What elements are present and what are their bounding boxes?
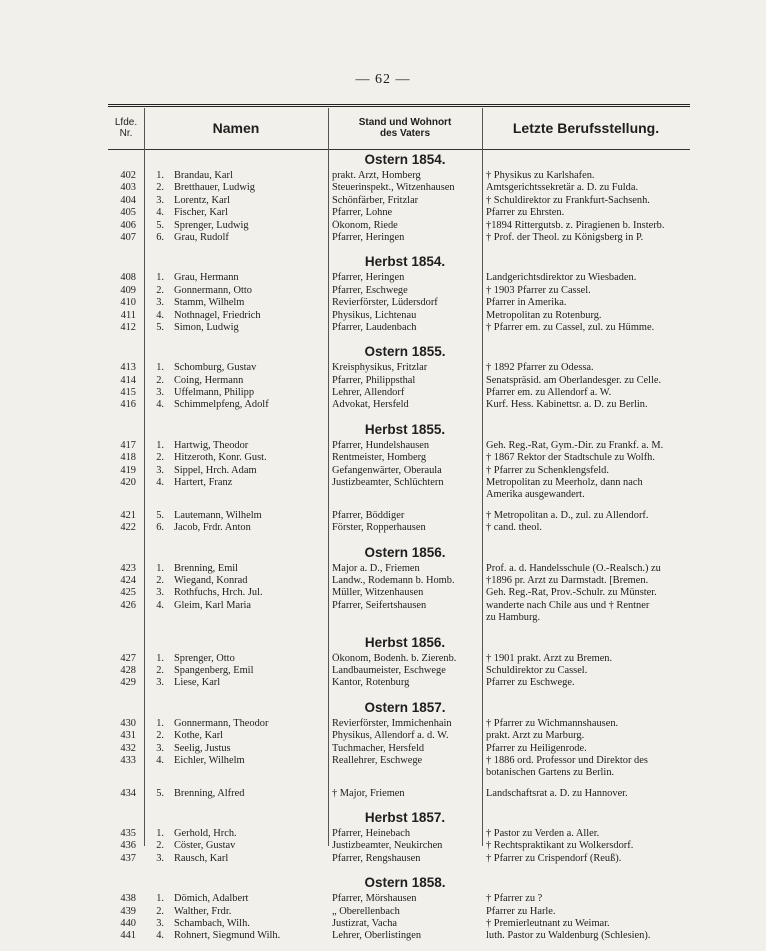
table-row xyxy=(108,587,690,599)
entry-career: Prof. a. d. Handelsschule (O.-Realsch.) zu xyxy=(486,562,661,574)
entry-number: 403 xyxy=(120,182,136,194)
entry-father: Justizbeamter, Neukirchen xyxy=(332,840,443,852)
entry-index: 3. xyxy=(156,587,164,599)
entry-name: Rothfuchs, Hrch. Jul. xyxy=(174,587,263,599)
entry-father: Revierförster, Immichenhain xyxy=(332,717,452,729)
entry-name: Lorentz, Karl xyxy=(174,194,230,206)
entry-index: 4. xyxy=(156,599,164,611)
entry-number: 429 xyxy=(120,677,136,689)
entry-career: † Physikus zu Karlshafen. xyxy=(486,170,595,181)
entry-career: Metropolitan zu Rotenburg. xyxy=(486,309,602,321)
entry-career: † Pfarrer em. zu Cassel, zul. zu Hümme. xyxy=(486,321,655,333)
entry-father: Reallehrer, Eschwege xyxy=(332,754,423,766)
entry-name: Stamm, Wilhelm xyxy=(174,297,245,309)
entry-father: † Major, Friemen xyxy=(332,787,405,799)
page-number: — 62 — xyxy=(355,72,411,87)
table-row xyxy=(108,600,690,612)
entry-name: Jacob, Frdr. Anton xyxy=(174,522,251,534)
entry-index: 3. xyxy=(156,852,164,864)
entry-name: Eichler, Wilhelm xyxy=(174,754,245,766)
entry-father: Pfarrer, Hundelshausen xyxy=(332,439,430,451)
entry-career: † Pfarrer zu Wichmannshausen. xyxy=(486,717,619,729)
entry-career: Pfarrer em. zu Allendorf a. W. xyxy=(486,387,612,399)
entry-name: Schimmelpfeng, Adolf xyxy=(174,399,269,411)
table-row xyxy=(108,930,690,942)
entry-career: † Pastor zu Verden a. Aller. xyxy=(486,828,600,840)
entry-father: Kantor, Rotenburg xyxy=(332,677,410,689)
entry-index: 1. xyxy=(156,893,164,905)
entry-career: † Premierleutnant zu Weimar. xyxy=(486,918,610,930)
entry-index: 3. xyxy=(156,464,164,476)
section-heading xyxy=(108,698,690,718)
header-stand-line2: des Vaters xyxy=(379,128,431,139)
section-heading xyxy=(108,252,690,272)
table-row xyxy=(108,840,690,852)
entry-index: 2. xyxy=(156,730,164,742)
row-gap xyxy=(108,625,690,633)
header-nr-line2: Nr. xyxy=(119,128,133,139)
entry-number: 404 xyxy=(120,194,136,206)
entry-index: 5. xyxy=(156,787,164,799)
entry-name: Wiegand, Konrad xyxy=(174,574,248,586)
entry-number: 412 xyxy=(120,321,136,333)
entry-index: 4. xyxy=(156,930,164,942)
entry-career: wanderte nach Chile aus und † Rentner xyxy=(486,599,650,611)
entry-father: Pfarrer, Heringen xyxy=(332,272,405,284)
entry-father: Pfarrer, Seifertshausen xyxy=(332,599,427,611)
entry-career: † 1886 ord. Professor und Direktor des xyxy=(486,754,648,766)
header-stand-line1: Stand und Wohnort xyxy=(358,117,452,128)
table-row xyxy=(108,575,690,587)
entry-number: 436 xyxy=(120,840,136,852)
column-divider xyxy=(482,108,483,146)
entry-number: 439 xyxy=(120,905,136,917)
entry-index: 1. xyxy=(156,170,164,181)
entry-career: † Pfarrer zu ? xyxy=(486,893,543,905)
entry-career: Pfarrer zu Harle. xyxy=(486,905,556,917)
entry-career: Schuldirektor zu Cassel. xyxy=(486,664,588,676)
entry-name: Rohnert, Siegmund Wilh. xyxy=(174,930,281,942)
table-row xyxy=(108,182,690,194)
entry-index: 2. xyxy=(156,840,164,852)
entry-number: 441 xyxy=(120,930,136,942)
entry-father: Physikus, Allendorf a. d. W. xyxy=(332,730,449,742)
entry-index: 4. xyxy=(156,309,164,321)
entry-name: Hitzeroth, Konr. Gust. xyxy=(174,452,267,464)
entry-father: Ökonom, Bodenh. b. Zierenb. xyxy=(332,652,457,664)
entry-father: Schönfärber, Fritzlar xyxy=(332,194,419,206)
entry-name: Sprenger, Ludwig xyxy=(174,219,249,231)
entry-career: † Prof. der Theol. zu Königsberg in P. xyxy=(486,231,644,243)
table-row xyxy=(108,465,690,477)
section-title: Herbst 1854. xyxy=(364,254,446,270)
entry-name: Grau, Hermann xyxy=(174,272,239,284)
entry-father: Pfarrer, Böddiger xyxy=(332,509,405,521)
header-beruf: Letzte Berufsstellung. xyxy=(512,119,660,136)
entry-index: 1. xyxy=(156,562,164,574)
entry-number: 415 xyxy=(120,387,136,399)
entry-career: † Pfarrer zu Crispendorf (Reuß). xyxy=(486,852,622,864)
entry-index: 3. xyxy=(156,677,164,689)
table-row xyxy=(108,195,690,207)
entry-career: Pfarrer in Amerika. xyxy=(486,297,567,309)
column-divider xyxy=(144,108,145,146)
entry-number: 423 xyxy=(120,562,136,574)
entry-name: Kothe, Karl xyxy=(174,730,224,742)
table-row xyxy=(108,452,690,464)
entry-index: 1. xyxy=(156,828,164,840)
row-gap xyxy=(108,502,690,510)
entry-career: Amtsgerichtssekretär a. D. zu Fulda. xyxy=(486,182,639,194)
entry-index: 5. xyxy=(156,321,164,333)
column-divider xyxy=(328,108,329,146)
entry-father: Physikus, Lichtenau xyxy=(332,309,417,321)
table-row xyxy=(108,322,690,334)
entry-father: Pfarrer, Philippsthal xyxy=(332,374,416,386)
entry-index: 2. xyxy=(156,574,164,586)
table-row xyxy=(108,510,690,522)
entry-father: Justizbeamter, Schlüchtern xyxy=(332,477,444,489)
row-gap xyxy=(108,865,690,873)
entry-number: 409 xyxy=(120,284,136,296)
entry-index: 2. xyxy=(156,374,164,386)
table-row xyxy=(108,232,690,244)
entry-career: Senatspräsid. am Oberlandesger. zu Celle. xyxy=(486,374,662,386)
entry-number: 435 xyxy=(120,828,136,840)
entry-index: 5. xyxy=(156,509,164,521)
entry-name: Fischer, Karl xyxy=(174,207,228,219)
entry-career: Kurf. Hess. Kabinettsr. a. D. zu Berlin. xyxy=(486,399,648,411)
table-row xyxy=(108,362,690,374)
entry-number: 427 xyxy=(120,652,136,664)
table-row xyxy=(108,489,690,501)
entry-name: Gleim, Karl Maria xyxy=(174,599,252,611)
entry-career: † Pfarrer zu Schenklengsfeld. xyxy=(486,464,609,476)
entry-number: 430 xyxy=(120,717,136,729)
table-row xyxy=(108,440,690,452)
entry-number: 419 xyxy=(120,464,136,476)
entry-index: 4. xyxy=(156,754,164,766)
entry-career: Geh. Reg.-Rat, Gym.-Dir. zu Frankf. a. M. xyxy=(486,439,664,451)
entry-father: Justizrat, Vacha xyxy=(332,918,398,930)
section-title: Ostern 1855. xyxy=(364,344,446,360)
entry-career: † 1901 prakt. Arzt zu Bremen. xyxy=(486,652,613,664)
entry-name: Schambach, Wilh. xyxy=(174,918,250,930)
entry-number: 417 xyxy=(120,439,136,451)
entry-father: Müller, Witzenhausen xyxy=(332,587,424,599)
table-row xyxy=(108,220,690,232)
entry-father: Lehrer, Oberlistingen xyxy=(332,930,422,942)
entry-career: †1896 pr. Arzt zu Darmstadt. [Bremen. xyxy=(486,574,649,586)
header-nr-line1: Lfde. xyxy=(114,117,138,128)
table-row xyxy=(108,743,690,755)
entry-father: Ökonom, Riede xyxy=(332,219,398,231)
row-gap xyxy=(108,800,690,808)
table-row xyxy=(108,272,690,284)
entry-number: 434 xyxy=(120,787,136,799)
entry-name: Coing, Hermann xyxy=(174,374,244,386)
entry-father: Revierförster, Lüdersdorf xyxy=(332,297,438,309)
entry-father: Major a. D., Friemen xyxy=(332,562,420,574)
entry-index: 2. xyxy=(156,182,164,194)
entry-number: 402 xyxy=(120,170,136,181)
entry-career: † 1892 Pfarrer zu Odessa. xyxy=(486,362,594,374)
entry-index: 4. xyxy=(156,399,164,411)
section-heading xyxy=(108,633,690,653)
entry-index: 1. xyxy=(156,717,164,729)
entry-career: Pfarrer zu Ehrsten. xyxy=(486,207,565,219)
table-row xyxy=(108,767,690,779)
entry-index: 3. xyxy=(156,387,164,399)
entry-number: 413 xyxy=(120,362,136,374)
entry-name: Brenning, Alfred xyxy=(174,787,245,799)
entry-index: 2. xyxy=(156,452,164,464)
entry-career: Amerika ausgewandert. xyxy=(486,489,585,501)
entry-number: 437 xyxy=(120,852,136,864)
entry-father: Rentmeister, Homberg xyxy=(332,452,427,464)
entry-career: † 1903 Pfarrer zu Cassel. xyxy=(486,284,591,296)
entry-index: 1. xyxy=(156,362,164,374)
entry-name: Lautemann, Wilhelm xyxy=(174,509,262,521)
table-row xyxy=(108,828,690,840)
entry-number: 426 xyxy=(120,599,136,611)
entry-father: Pfarrer, Mörshausen xyxy=(332,893,417,905)
entry-father: Pfarrer, Eschwege xyxy=(332,284,408,296)
entry-number: 422 xyxy=(120,522,136,534)
table-row xyxy=(108,718,690,730)
section-heading xyxy=(108,420,690,440)
entry-career: † Schuldirektor zu Frankfurt-Sachsenh. xyxy=(486,194,650,206)
section-heading xyxy=(108,873,690,893)
entry-index: 4. xyxy=(156,207,164,219)
entry-father: Kreisphysikus, Fritzlar xyxy=(332,362,428,374)
table-row xyxy=(108,653,690,665)
entry-number: 405 xyxy=(120,207,136,219)
row-gap xyxy=(108,535,690,543)
section-title: Herbst 1857. xyxy=(364,810,446,826)
entry-number: 440 xyxy=(120,918,136,930)
table-row xyxy=(108,399,690,411)
entry-father: Förster, Ropperhausen xyxy=(332,522,426,534)
entry-name: Hartert, Franz xyxy=(174,477,233,489)
table-row xyxy=(108,906,690,918)
entry-career: botanischen Gartens zu Berlin. xyxy=(486,767,615,779)
entry-father: Pfarrer, Laudenbach xyxy=(332,321,417,333)
section-title: Ostern 1857. xyxy=(364,699,446,715)
table-row xyxy=(108,297,690,309)
entry-career: † Rechtspraktikant zu Wolkersdorf. xyxy=(486,840,634,852)
entry-father: Pfarrer, Rengshausen xyxy=(332,852,421,864)
entry-name: Gonnermann, Theodor xyxy=(174,717,269,729)
entry-index: 1. xyxy=(156,439,164,451)
entry-name: Grau, Rudolf xyxy=(174,231,229,243)
table-row xyxy=(108,285,690,297)
table-row xyxy=(108,730,690,742)
entry-index: 3. xyxy=(156,742,164,754)
row-gap xyxy=(108,412,690,420)
entry-career: luth. Pastor zu Waldenburg (Schlesien). xyxy=(486,930,651,942)
entry-father: Pfarrer, Heringen xyxy=(332,231,405,243)
entry-career: zu Hamburg. xyxy=(486,612,541,624)
table-row xyxy=(108,375,690,387)
entry-name: Sippel, Hrch. Adam xyxy=(174,464,257,476)
entry-father: Pfarrer, Heinebach xyxy=(332,828,411,840)
entry-career: † 1867 Rektor der Stadtschule zu Wolfh. xyxy=(486,452,655,464)
entry-index: 5. xyxy=(156,219,164,231)
entry-index: 2. xyxy=(156,905,164,917)
entry-father: Gefangenwärter, Oberaula xyxy=(332,464,442,476)
entry-career: Landgerichtsdirektor zu Wiesbaden. xyxy=(486,272,637,284)
entry-number: 432 xyxy=(120,742,136,754)
row-gap xyxy=(108,943,690,951)
entry-name: Schomburg, Gustav xyxy=(174,362,257,374)
entry-father: prakt. Arzt, Homberg xyxy=(332,170,421,181)
entry-career: Pfarrer zu Heiligenrode. xyxy=(486,742,587,754)
entry-name: Walther, Frdr. xyxy=(174,905,232,917)
entry-number: 418 xyxy=(120,452,136,464)
section-title: Herbst 1856. xyxy=(364,634,446,650)
entry-name: Nothnagel, Friedrich xyxy=(174,309,261,321)
entry-father: Landw., Rodemann b. Homb. xyxy=(332,574,455,586)
table-row xyxy=(108,310,690,322)
entry-name: Uffelmann, Philipp xyxy=(174,387,255,399)
entry-number: 406 xyxy=(120,219,136,231)
header-stand xyxy=(328,107,482,149)
entry-number: 431 xyxy=(120,730,136,742)
entry-name: Gonnermann, Otto xyxy=(174,284,252,296)
table-row xyxy=(108,170,690,182)
section-heading xyxy=(108,342,690,362)
table-header xyxy=(108,104,690,150)
entry-number: 410 xyxy=(120,297,136,309)
entry-name: Dömich, Adalbert xyxy=(174,893,249,905)
entry-career: Metropolitan zu Meerholz, dann nach xyxy=(486,477,643,489)
entry-name: Brandau, Karl xyxy=(174,170,233,181)
entry-index: 6. xyxy=(156,522,164,534)
entry-index: 3. xyxy=(156,918,164,930)
header-nr xyxy=(108,107,144,149)
entry-number: 416 xyxy=(120,399,136,411)
entry-name: Bretthauer, Ludwig xyxy=(174,182,255,194)
table-row xyxy=(108,893,690,905)
entry-father: Tuchmacher, Hersfeld xyxy=(332,742,425,754)
section-title: Ostern 1858. xyxy=(364,875,446,891)
section-title: Ostern 1854. xyxy=(364,152,446,167)
entry-number: 438 xyxy=(120,893,136,905)
entry-index: 3. xyxy=(156,194,164,206)
entry-index: 2. xyxy=(156,284,164,296)
section-heading xyxy=(108,150,690,170)
header-namen: Namen xyxy=(212,119,260,136)
entry-number: 414 xyxy=(120,374,136,386)
entry-name: Rausch, Karl xyxy=(174,852,229,864)
entry-father: Steuerinspekt., Witzenhausen xyxy=(332,182,455,194)
table-row xyxy=(108,853,690,865)
entry-index: 6. xyxy=(156,231,164,243)
entry-name: Cöster, Gustav xyxy=(174,840,236,852)
table-row xyxy=(108,477,690,489)
entry-name: Sprenger, Otto xyxy=(174,652,235,664)
row-gap xyxy=(108,690,690,698)
entry-career: Pfarrer zu Eschwege. xyxy=(486,677,575,689)
section-heading xyxy=(108,808,690,828)
entry-index: 3. xyxy=(156,297,164,309)
entry-name: Liese, Karl xyxy=(174,677,221,689)
entry-name: Simon, Ludwig xyxy=(174,321,239,333)
entry-number: 407 xyxy=(120,231,136,243)
entry-father: Advokat, Hersfeld xyxy=(332,399,409,411)
entry-number: 428 xyxy=(120,664,136,676)
table-row xyxy=(108,612,690,624)
entry-name: Brenning, Emil xyxy=(174,562,239,574)
entry-index: 2. xyxy=(156,664,164,676)
register-table xyxy=(108,150,690,951)
entry-father: Pfarrer, Lohne xyxy=(332,207,393,219)
entry-index: 1. xyxy=(156,272,164,284)
entry-father: Lehrer, Allendorf xyxy=(332,387,405,399)
table-row xyxy=(108,788,690,800)
entry-number: 425 xyxy=(120,587,136,599)
entry-career: prakt. Arzt zu Marburg. xyxy=(486,730,585,742)
table-row xyxy=(108,207,690,219)
row-gap xyxy=(108,780,690,788)
entry-number: 408 xyxy=(120,272,136,284)
table-row xyxy=(108,677,690,689)
entry-number: 433 xyxy=(120,754,136,766)
row-gap xyxy=(108,334,690,342)
entry-name: Hartwig, Theodor xyxy=(174,439,249,451)
section-heading xyxy=(108,543,690,563)
entry-number: 421 xyxy=(120,509,136,521)
entry-career: † cand. theol. xyxy=(486,522,542,534)
table-row xyxy=(108,522,690,534)
entry-name: Seelig, Justus xyxy=(174,742,231,754)
section-title: Ostern 1856. xyxy=(364,544,446,560)
table-row xyxy=(108,665,690,677)
table-row xyxy=(108,563,690,575)
entry-number: 424 xyxy=(120,574,136,586)
table-row xyxy=(108,387,690,399)
table-row xyxy=(108,755,690,767)
entry-career: † Metropolitan a. D., zul. zu Allendorf. xyxy=(486,509,649,521)
section-title: Herbst 1855. xyxy=(364,421,446,437)
entry-father: Landbaumeister, Eschwege xyxy=(332,664,446,676)
entry-father: „ Oberellenbach xyxy=(332,905,400,917)
entry-number: 411 xyxy=(120,309,136,321)
entry-career: †1894 Rittergutsb. z. Piragienen b. Insterb. xyxy=(486,219,665,231)
entry-number: 420 xyxy=(120,477,136,489)
row-gap xyxy=(108,244,690,252)
entry-name: Spangenberg, Emil xyxy=(174,664,254,676)
entry-career: Landschaftsrat a. D. zu Hannover. xyxy=(486,787,628,799)
entry-career: Geh. Reg.-Rat, Prov.-Schulr. zu Münster. xyxy=(486,587,657,599)
entry-index: 4. xyxy=(156,477,164,489)
entry-name: Gerhold, Hrch. xyxy=(174,828,237,840)
entry-index: 1. xyxy=(156,652,164,664)
